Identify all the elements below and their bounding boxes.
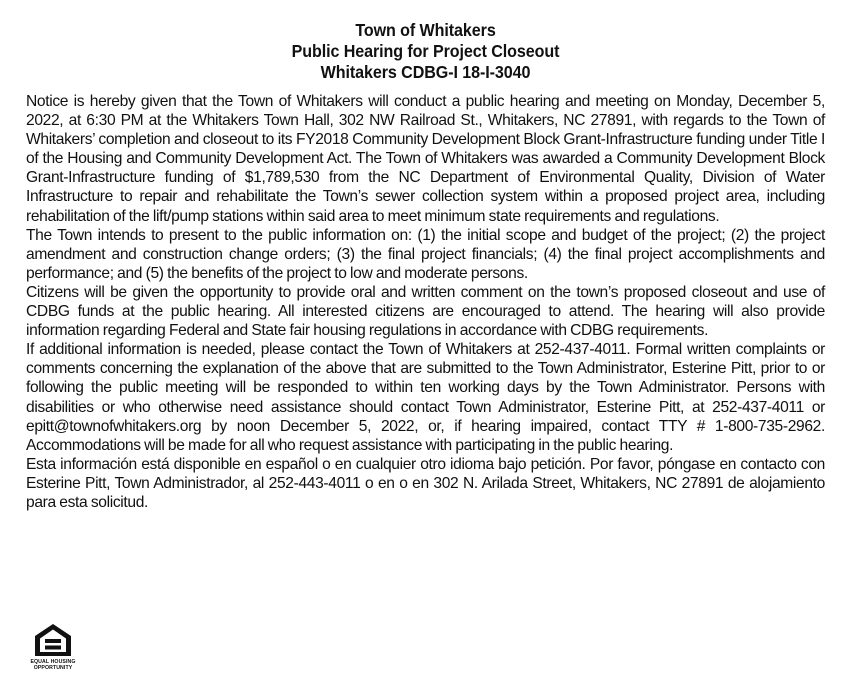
paragraph-spanish-notice: Esta información está disponible en español o en cualquier otro idioma bajo petición. Por favor, póngase en contacto con Esterine Pitt, Town Administrador, al 252-443-4011 o en o en 302 N. Arilada Street, Whitakers, NC 27891 de alojamiento para esta solicitud. bbox=[26, 455, 825, 511]
notice-subtitle: Public Hearing for Project Closeout bbox=[291, 41, 560, 61]
paragraph-hearing-notice: Notice is hereby given that the Town of Whitakers will conduct a public hearing and meeting on Monday, December 5, 2022, at 6:30 PM at the Whitakers Town Hall, 302 NW Railroad St., Whitakers, NC 27891, with regards to the Town of Whitakers’ completion and closeout to its FY2018 Community Development Block Grant-Infrastructure funding under Title I of the Housing and Community Development Act. The Town of Whitakers was awarded a Community Development Block Grant-Infrastructure funding of $1,789,530 from the NC Department of Environmental Quality, Division of Water Infrastructure to repair and rehabilitate the Town’s sewer collection system within a proposed project area, including rehabilitation of the lift/pump stations within said area to meet minimum state requirements and regulations. bbox=[26, 93, 825, 225]
notice-header bbox=[26, 20, 825, 83]
equal-housing-logo bbox=[27, 622, 79, 674]
paragraph-citizen-comment: Citizens will be given the opportunity to provide oral and written comment on the town’s proposed closeout and use of CDBG funds at the public hearing. All interested citizens are encouraged to attend. The hearing will also provide information regarding Federal and State fair housing regulations in accordance with CDBG requirements. bbox=[26, 283, 825, 340]
notice-grant-id: Whitakers CDBG-I 18-I-3040 bbox=[320, 62, 531, 82]
paragraph-contact-info: If additional information is needed, please contact the Town of Whitakers at 252-437-4011. Formal written complaints or comments concerning the explanation of the above that are submitted to the Town Administrator, Esterine Pitt, prior to or following the public meeting will be responded to within ten working days by the Town Administrator. Persons with disabilities or who otherwise need assistance should contact Town Administrator, Esterine Pitt, at 252-437-4011 or epitt@townofwhitakers.org by noon December 5, 2022, or, if hearing impaired, contact TTY # 1-800-735-2962. Accommodations will be made for all who request assistance with participating in the public hearing. bbox=[26, 341, 825, 454]
paragraph-presentation-topics: The Town intends to present to the public information on: (1) the initial scope and budget of the project; (2) the project amendment and construction change orders; (3) the final project financials; (4) the final project accomplishments and performance; and (5) the benefits of the project to low and moderate persons. bbox=[26, 226, 825, 282]
notice-body bbox=[26, 92, 825, 512]
equal-housing-caption: EQUAL HOUSING OPPORTUNITY bbox=[30, 659, 76, 671]
notice-title: Town of Whitakers bbox=[355, 20, 496, 40]
equal-housing-opportunity-icon bbox=[33, 622, 73, 658]
public-notice bbox=[26, 20, 825, 512]
